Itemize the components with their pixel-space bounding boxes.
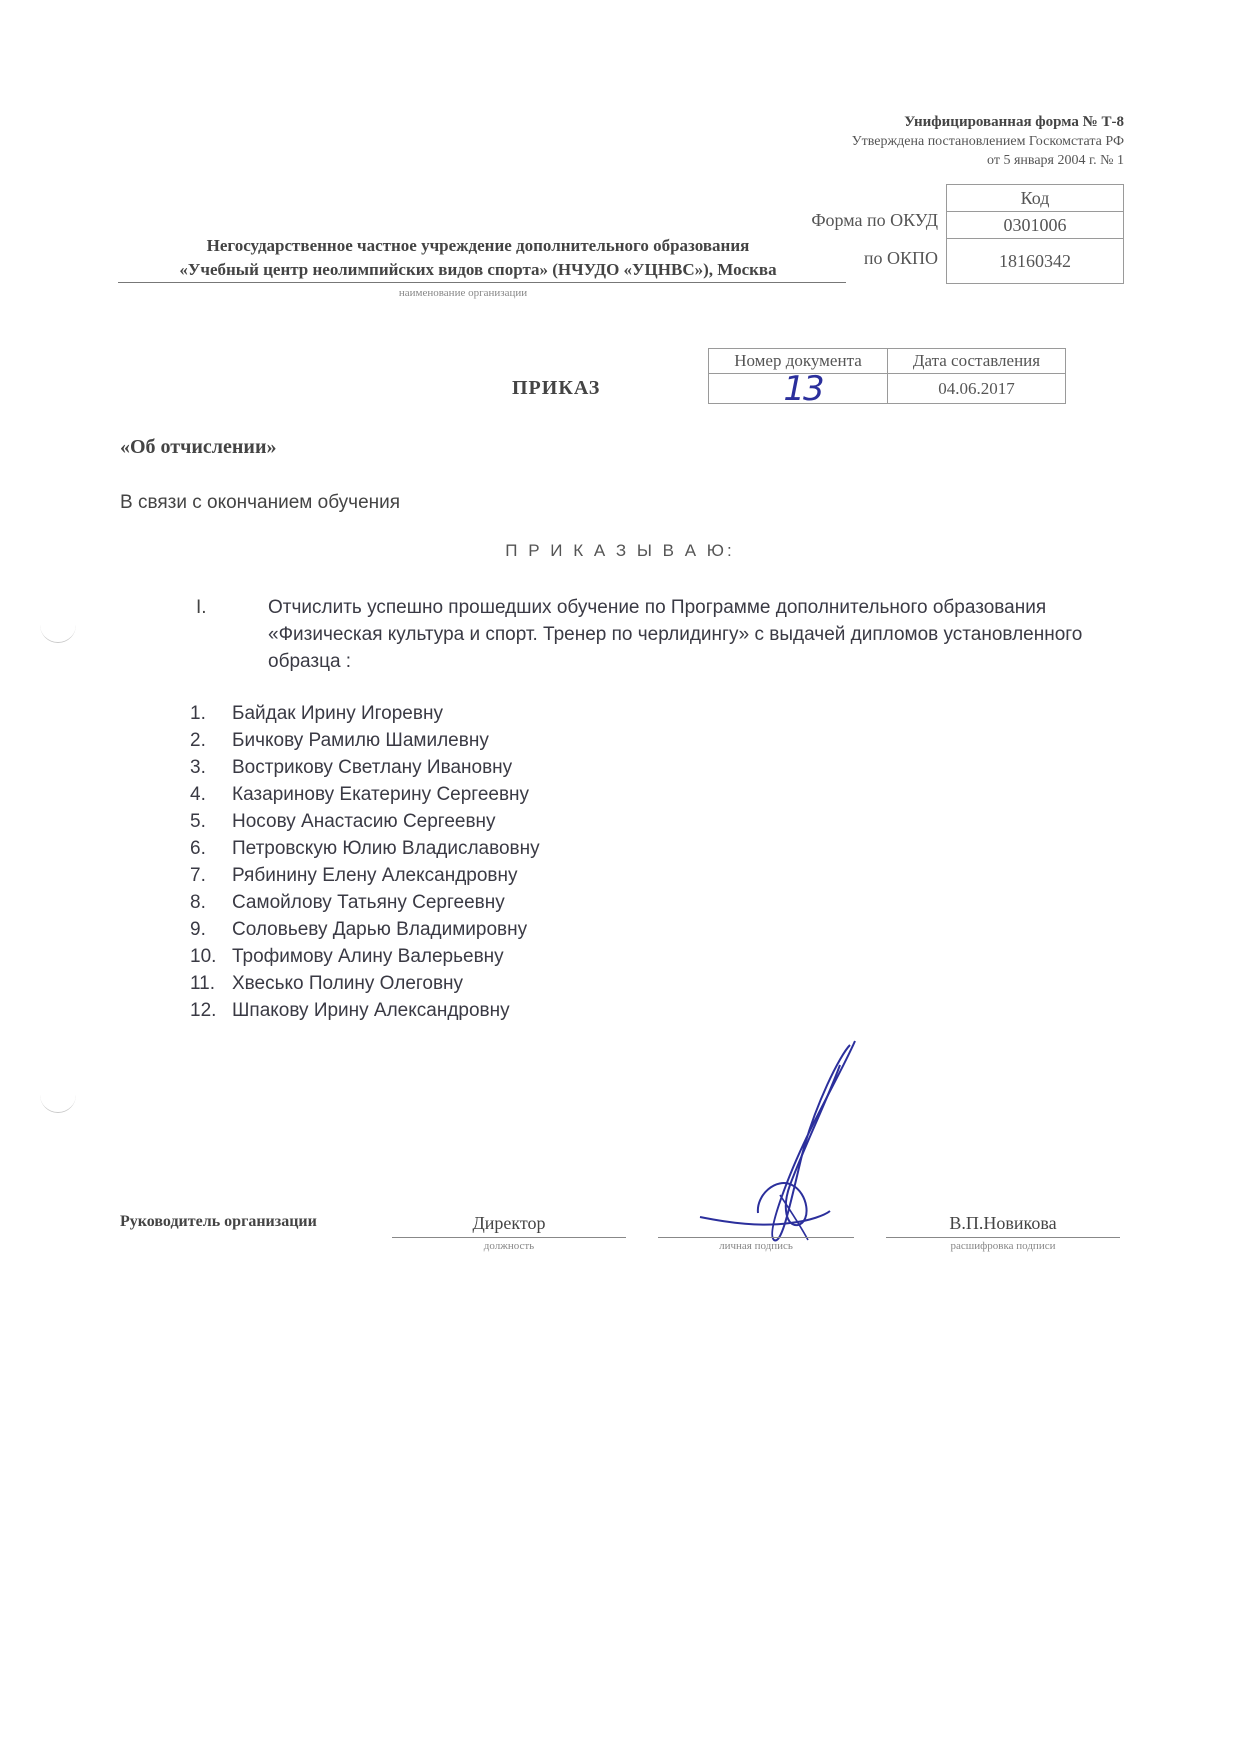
punch-hole-mark: [40, 620, 76, 643]
organization-underline: [118, 282, 846, 283]
okpo-value: 18160342: [946, 238, 1124, 284]
doc-number-header: Номер документа: [708, 348, 888, 374]
doc-number-handwritten: 13: [783, 368, 823, 409]
list-item: [190, 997, 540, 1024]
list-item: [190, 889, 540, 916]
list-item-number: 9.: [190, 919, 206, 940]
doc-date-header: Дата составления: [887, 348, 1066, 374]
list-item-number: 1.: [190, 703, 206, 724]
position-caption: должность: [483, 1240, 535, 1252]
name-line: [886, 1237, 1120, 1238]
list-item: [190, 700, 540, 727]
list-item-name: Петровскую Юлию Владиславовну: [232, 838, 540, 859]
list-item-name: Носову Анастасию Сергеевну: [232, 811, 496, 832]
order-subject: «Об отчислении»: [120, 436, 277, 458]
organization-name-line1: Негосударственное частное учреждение дополнительного образования: [206, 236, 750, 255]
list-item-number: 4.: [190, 784, 206, 805]
item-text: Отчислить успешно прошедших обучение по Программе дополнительного образования «Физическая культура и спорт. Тренер по черлидингу» с выдачей дипломов установленного образца :: [268, 597, 1083, 672]
doc-date-value: 04.06.2017: [887, 373, 1066, 404]
list-item-number: 6.: [190, 838, 206, 859]
order-reason: В связи с окончанием обучения: [120, 492, 401, 513]
list-item-number: 11.: [190, 973, 216, 994]
punch-hole-mark: [40, 1090, 76, 1113]
approval-note: Утверждена постановлением Госкомстата РФ: [851, 134, 1124, 149]
signature-label: Руководитель организации: [120, 1213, 317, 1230]
list-item-name: Хвесько Полину Олеговну: [232, 973, 464, 994]
list-item: [190, 943, 540, 970]
list-item-name: Самойлову Татьяну Сергеевну: [232, 892, 505, 913]
list-item-number: 10.: [190, 946, 217, 967]
list-item-number: 8.: [190, 892, 206, 913]
orders-heading: П Р И К А З Ы В А Ю:: [505, 541, 735, 560]
handwritten-signature-icon: [690, 1035, 870, 1250]
list-item-name: Вострикову Светлану Ивановну: [232, 757, 513, 778]
okud-label: Форма по ОКУД: [811, 210, 938, 230]
list-item-number: 3.: [190, 757, 206, 778]
list-item-name: Рябинину Елену Александровну: [232, 865, 518, 886]
form-name: Унифицированная форма № Т-8: [904, 114, 1124, 130]
list-item: [190, 754, 540, 781]
list-item-name: Бичкову Рамилю Шамилевну: [232, 730, 489, 751]
list-item: [190, 835, 540, 862]
code-header-cell: Код: [946, 184, 1124, 212]
list-item-name: Соловьеву Дарью Владимировну: [232, 919, 528, 940]
list-item-number: 2.: [190, 730, 206, 751]
doc-number-cell: [708, 368, 888, 409]
list-item: [190, 781, 540, 808]
list-item: [190, 727, 540, 754]
list-item-number: 7.: [190, 865, 206, 886]
list-item-number: 5.: [190, 811, 206, 832]
list-item-name: Шпакову Ирину Александровну: [232, 1000, 510, 1021]
document-title: ПРИКАЗ: [512, 377, 601, 399]
name-caption: расшифровка подписи: [950, 1240, 1056, 1252]
list-item: [190, 862, 540, 889]
list-item-name: Трофимову Алину Валерьевну: [232, 946, 504, 967]
position-value: Директор: [472, 1213, 546, 1233]
organization-name-line2: «Учебный центр неолимпийских видов спорта» (НЧУДО «УЦНВС»), Москва: [179, 260, 777, 279]
list-item-number: 12.: [190, 1000, 217, 1021]
okpo-label: по ОКПО: [863, 248, 938, 268]
list-item: [190, 970, 540, 997]
approval-date: от 5 января 2004 г. № 1: [987, 153, 1124, 168]
okud-value: 0301006: [946, 211, 1124, 239]
list-item: [190, 808, 540, 835]
list-item: [190, 916, 540, 943]
students-list: [190, 700, 540, 1024]
signature-caption: личная подпись: [719, 1240, 793, 1252]
item-number: I.: [196, 597, 207, 618]
list-item-name: Казаринову Екатерину Сергеевну: [232, 784, 530, 805]
list-item-name: Байдак Ирину Игоревну: [232, 703, 443, 724]
signer-name: В.П.Новикова: [949, 1213, 1057, 1233]
position-line: [392, 1237, 626, 1238]
signature-line: [658, 1237, 854, 1238]
organization-caption: наименование организации: [398, 287, 528, 299]
